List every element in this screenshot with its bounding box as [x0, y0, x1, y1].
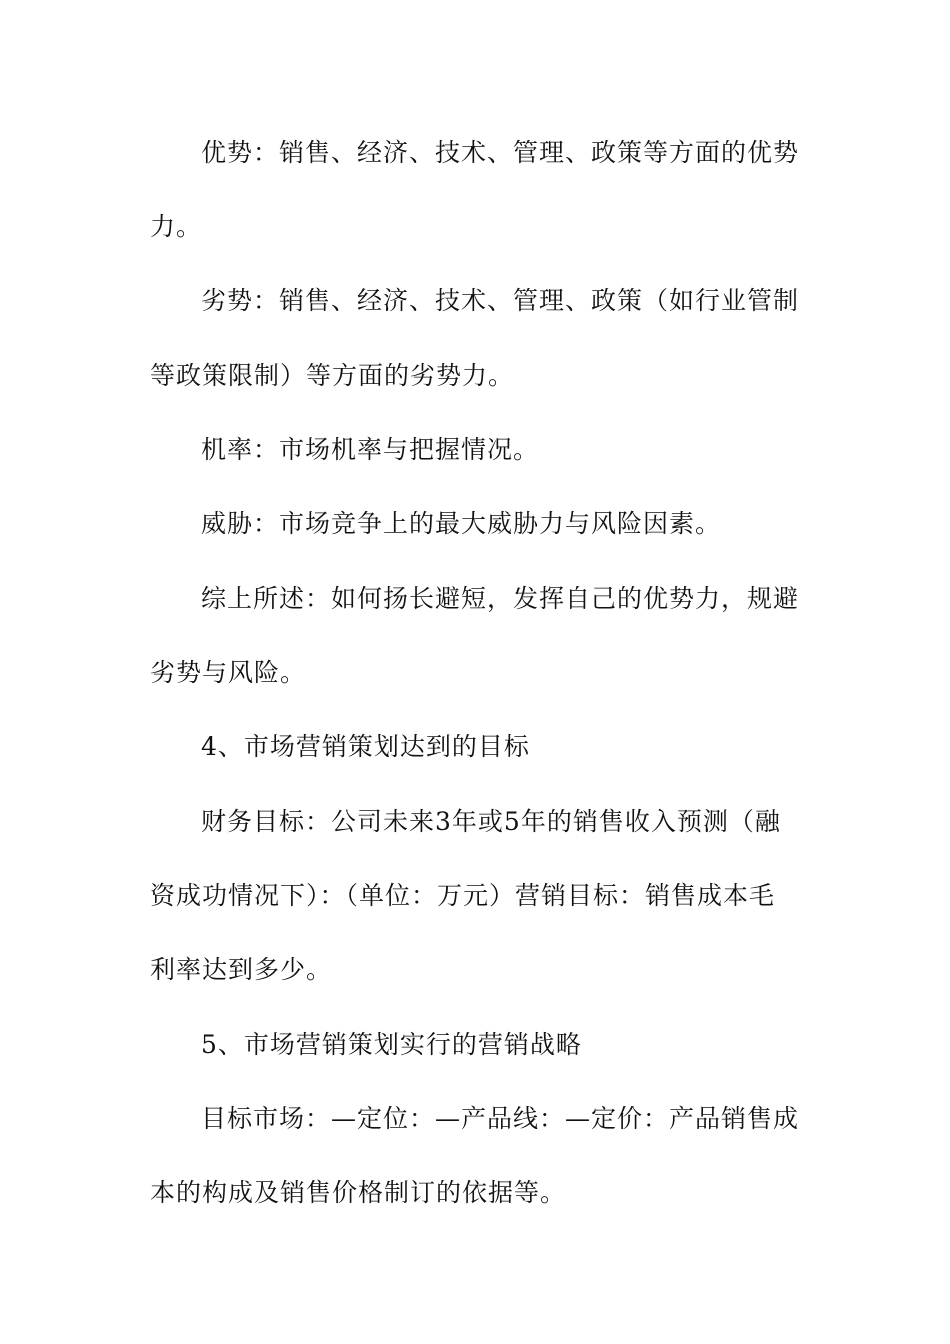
- paragraph-financial-goals-line-3: 利率达到多少。: [150, 955, 333, 984]
- paragraph-disadvantages-line-1: 劣势：销售、经济、技术、管理、政策（如行业管制: [201, 286, 800, 315]
- paragraph-advantages-line-1: 优势：销售、经济、技术、管理、政策等方面的优势: [201, 138, 800, 167]
- paragraph-financial-goals-line-1: 财务目标：公司未来3年或5年的销售收入预测（融: [201, 807, 781, 836]
- paragraph-target-market-line-1: 目标市场：—定位：—产品线：—定价：产品销售成: [201, 1104, 800, 1133]
- paragraph-summary-line-1: 综上所述：如何扬长避短，发挥自己的优势力，规避: [201, 584, 800, 613]
- paragraph-advantages-line-2: 力。: [150, 212, 203, 241]
- section-heading-4: 4、市场营销策划达到的目标: [201, 732, 530, 761]
- paragraph-summary-line-2: 劣势与风险。: [150, 658, 307, 687]
- paragraph-opportunities: 机率：市场机率与把握情况。: [201, 435, 540, 464]
- paragraph-target-market-line-2: 本的构成及销售价格制订的依据等。: [150, 1178, 567, 1207]
- paragraph-threats: 威胁：市场竞争上的最大威胁力与风险因素。: [201, 509, 722, 538]
- section-heading-5: 5、市场营销策划实行的营销战略: [201, 1030, 582, 1059]
- paragraph-disadvantages-line-2: 等政策限制）等方面的劣势力。: [150, 361, 515, 390]
- paragraph-financial-goals-line-2: 资成功情况下）：（单位：万元）营销目标：销售成本毛: [150, 881, 776, 910]
